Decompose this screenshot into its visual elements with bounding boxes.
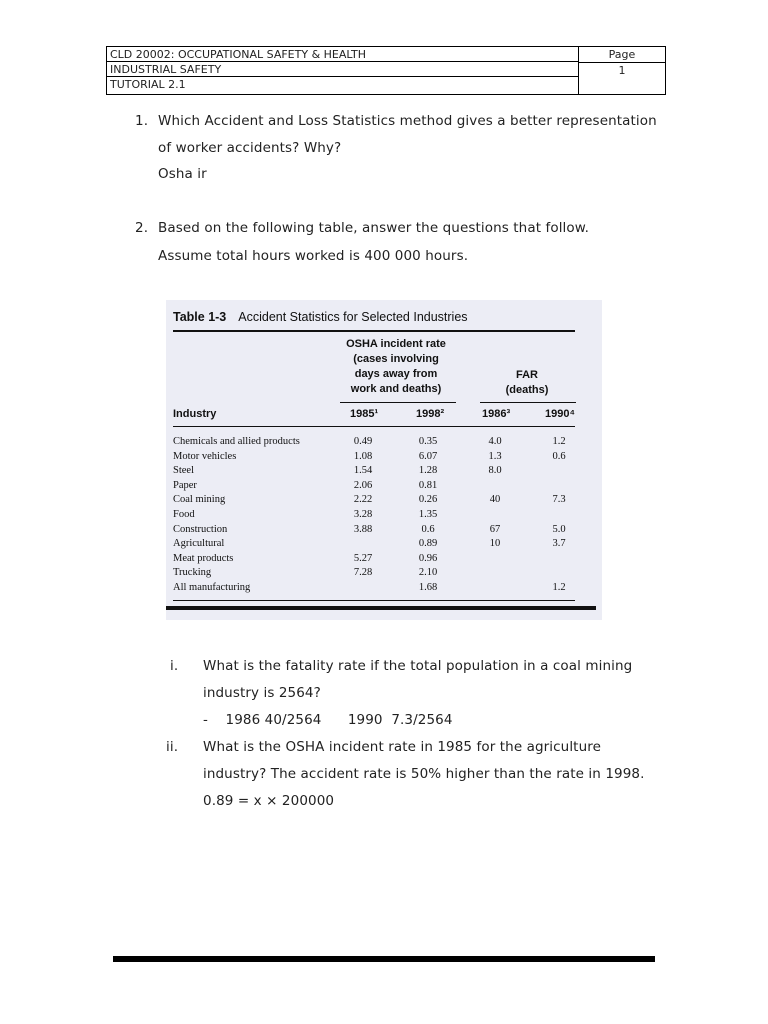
- industry-cell: Motor vehicles: [173, 450, 237, 462]
- rate-1985-cell: 3.88: [353, 523, 373, 535]
- table-row: [166, 509, 602, 524]
- q2-number: 2.: [135, 220, 149, 236]
- q1-answer: Osha ir: [158, 166, 207, 182]
- industry-cell: Trucking: [173, 567, 212, 579]
- sub-i-number: i.: [170, 658, 179, 674]
- topic-title: INDUSTRIAL SAFETY: [107, 62, 578, 77]
- far-1990-cell: 7.3: [552, 494, 566, 506]
- table-caption: Accident Statistics for Selected Industries: [238, 310, 468, 324]
- rate-1998-cell: 6.07: [418, 450, 438, 462]
- industry-cell: Chemicals and allied products: [173, 436, 300, 447]
- rate-1998-cell: 0.35: [418, 436, 438, 447]
- far-1986-cell: 4.0: [488, 436, 502, 447]
- table-row: [166, 538, 602, 553]
- course-title: CLD 20002: OCCUPATIONAL SAFETY & HEALTH: [107, 47, 578, 62]
- q2-line1: Based on the following table, answer the questions that follow.: [158, 220, 590, 236]
- table-row: [166, 451, 602, 466]
- accident-statistics-table-image: [166, 300, 602, 620]
- far-1986-cell: 1.3: [488, 450, 502, 462]
- industry-cell: Steel: [173, 465, 194, 477]
- far-1986-cell: 67: [489, 523, 501, 535]
- rate-1998-cell: 0.26: [418, 494, 438, 506]
- col-header-1986: 1986³: [482, 408, 511, 420]
- table-top-rule: [173, 330, 575, 332]
- industry-cell: Meat products: [173, 552, 234, 564]
- table-bottom-rule-thick: [166, 606, 596, 610]
- header-titles: [107, 47, 579, 94]
- rate-1985-cell: 3.28: [353, 508, 373, 520]
- far-1986-cell: 8.0: [488, 465, 502, 477]
- far-1986-cell: 40: [489, 494, 501, 506]
- col-header-1990: 1990⁴: [545, 408, 575, 420]
- q1-line1: Which Accident and Loss Statistics method gives a better representation: [158, 113, 657, 129]
- far-1990-cell: 3.7: [552, 538, 566, 550]
- tutorial-title: TUTORIAL 2.1: [110, 78, 186, 91]
- far-1990-cell: 1.2: [552, 436, 566, 447]
- sub-i-answer: - 1986 40/2564 1990 7.3/2564: [203, 712, 453, 728]
- industry-cell: All manufacturing: [173, 581, 251, 593]
- col-header-1998: 1998²: [416, 408, 445, 420]
- rate-1985-cell: 2.22: [353, 494, 373, 506]
- table-row: [166, 524, 602, 539]
- header-rule: [173, 426, 575, 427]
- osha-group-header: OSHA incident rate (cases involving days away from work and deaths): [346, 338, 446, 395]
- sub-ii-line1: What is the OSHA incident rate in 1985 for the agriculture: [203, 739, 601, 755]
- far-1986-cell: 10: [489, 538, 501, 550]
- table-row: [166, 567, 602, 582]
- rate-1998-cell: 2.10: [418, 567, 438, 579]
- table-title: [173, 310, 468, 324]
- col-header-1985: 1985¹: [350, 408, 379, 420]
- rate-1985-cell: 7.28: [353, 567, 373, 579]
- far-group-header: FAR (deaths): [505, 369, 549, 396]
- sub-i-line2: industry is 2564?: [203, 685, 321, 701]
- rate-1998-cell: 0.89: [418, 538, 438, 550]
- q1-number: 1.: [135, 113, 149, 129]
- rate-1985-cell: 0.49: [353, 436, 373, 447]
- table-body: [166, 436, 602, 597]
- far-group-rule: [480, 402, 576, 403]
- industry-cell: Construction: [173, 523, 228, 535]
- industry-cell: Agricultural: [173, 538, 225, 550]
- far-1990-cell: 5.0: [552, 523, 566, 535]
- table-row: [166, 553, 602, 568]
- rate-1998-cell: 0.6: [421, 523, 435, 535]
- rate-1998-cell: 1.35: [418, 508, 438, 520]
- sub-ii-number: ii.: [166, 739, 179, 755]
- page-bottom-rule: [113, 956, 655, 962]
- page-box: [579, 47, 665, 94]
- industry-cell: Food: [173, 508, 195, 520]
- rate-1998-cell: 1.68: [418, 581, 438, 593]
- q1-line2: of worker accidents? Why?: [158, 140, 342, 156]
- table-row: [166, 494, 602, 509]
- far-1990-cell: 0.6: [552, 450, 566, 462]
- far-1990-cell: 1.2: [552, 581, 566, 593]
- page-number: 1: [618, 64, 626, 77]
- rate-1985-cell: 1.54: [353, 465, 373, 477]
- page-label: Page: [579, 47, 665, 63]
- table-bottom-rule-thin: [173, 600, 575, 601]
- table-row: [166, 465, 602, 480]
- table-label: Table 1-3: [173, 310, 227, 324]
- rate-1985-cell: 1.08: [353, 450, 373, 462]
- rate-1998-cell: 0.96: [418, 552, 438, 564]
- sub-ii-answer: 0.89 = x × 200000: [203, 793, 335, 809]
- sub-i-line1: What is the fatality rate if the total population in a coal mining: [203, 658, 633, 674]
- rate-1985-cell: 2.06: [353, 479, 373, 491]
- document-header: [106, 46, 666, 95]
- rate-1998-cell: 1.28: [418, 465, 438, 477]
- rate-1985-cell: 5.27: [353, 552, 373, 564]
- table-row: [166, 436, 602, 451]
- industry-cell: Coal mining: [173, 494, 226, 506]
- osha-group-rule: [340, 402, 456, 403]
- sub-ii-line2: industry? The accident rate is 50% higher than the rate in 1998.: [203, 766, 645, 782]
- table-row: [166, 582, 602, 597]
- rate-1998-cell: 0.81: [418, 479, 438, 491]
- q2-line2: Assume total hours worked is 400 000 hours.: [158, 248, 469, 264]
- col-header-industry: Industry: [173, 408, 217, 420]
- table-row: [166, 480, 602, 495]
- industry-cell: Paper: [173, 479, 197, 491]
